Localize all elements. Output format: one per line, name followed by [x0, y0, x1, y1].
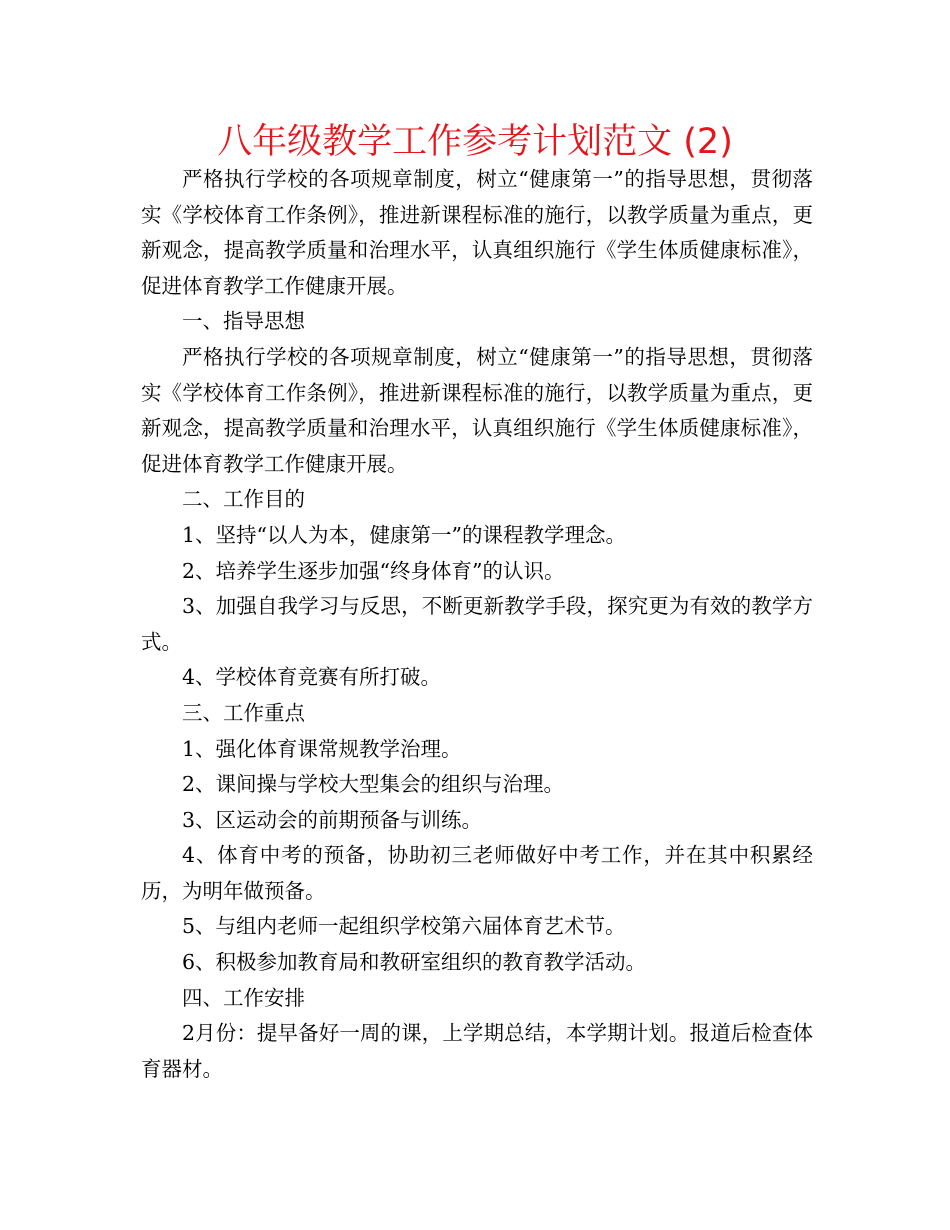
goal-item-4: 4、学校体育竞赛有所打破。 — [182, 665, 442, 690]
goal-item-2: 2、培养学生逐步加强“终身体育”的认识。 — [182, 558, 565, 583]
section-heading-work-schedule: 四、工作安排 — [182, 985, 305, 1010]
focus-item-1: 1、强化体育课常规教学治理。 — [182, 736, 462, 761]
goal-item-3: 3、加强自我学习与反思，不断更新教学手段，探究更为有效的教学方式。 — [141, 594, 813, 654]
focus-item-5: 5、与组内老师一起组织学校第六届体育艺术节。 — [182, 914, 626, 939]
section-heading-work-focus: 三、工作重点 — [182, 700, 305, 725]
section-heading-guiding-thought: 一、指导思想 — [182, 309, 305, 334]
intro-paragraph: 严格执行学校的各项规章制度，树立“健康第一”的指导思想，贯彻落实《学校体育工作条例》，推进新课程标准的施行，以教学质量为重点，更新观念，提高教学质量和治理水平，认真组织施行《学生体质健康标准》，促进体育教学工作健康开展。 — [141, 167, 813, 298]
document-title: 八年级教学工作参考计划范文 (2) — [217, 122, 733, 162]
guiding-thought-paragraph: 严格执行学校的各项规章制度，树立“健康第一”的指导思想，贯彻落实《学校体育工作条例》，推进新课程标准的施行，以教学质量为重点，更新观念，提高教学质量和治理水平，认真组织施行《学生体质健康标准》，促进体育教学工作健康开展。 — [141, 344, 813, 476]
focus-item-3: 3、区运动会的前期预备与训练。 — [182, 807, 483, 832]
focus-item-2: 2、课间操与学校大型集会的组织与治理。 — [182, 772, 565, 797]
schedule-item-february: 2月份：提早备好一周的课，上学期总结，本学期计划。报道后检查体育器材。 — [141, 1021, 813, 1081]
goal-item-1: 1、坚持“以人为本，健康第一”的课程教学理念。 — [182, 522, 627, 547]
document-body — [141, 162, 813, 1087]
focus-item-4: 4、体育中考的预备，协助初三老师做好中考工作，并在其中积累经历，为明年做预备。 — [141, 843, 813, 903]
focus-item-6: 6、积极参加教育局和教研室组织的教育教学活动。 — [182, 950, 647, 975]
section-heading-work-goals: 二、工作目的 — [182, 487, 305, 512]
